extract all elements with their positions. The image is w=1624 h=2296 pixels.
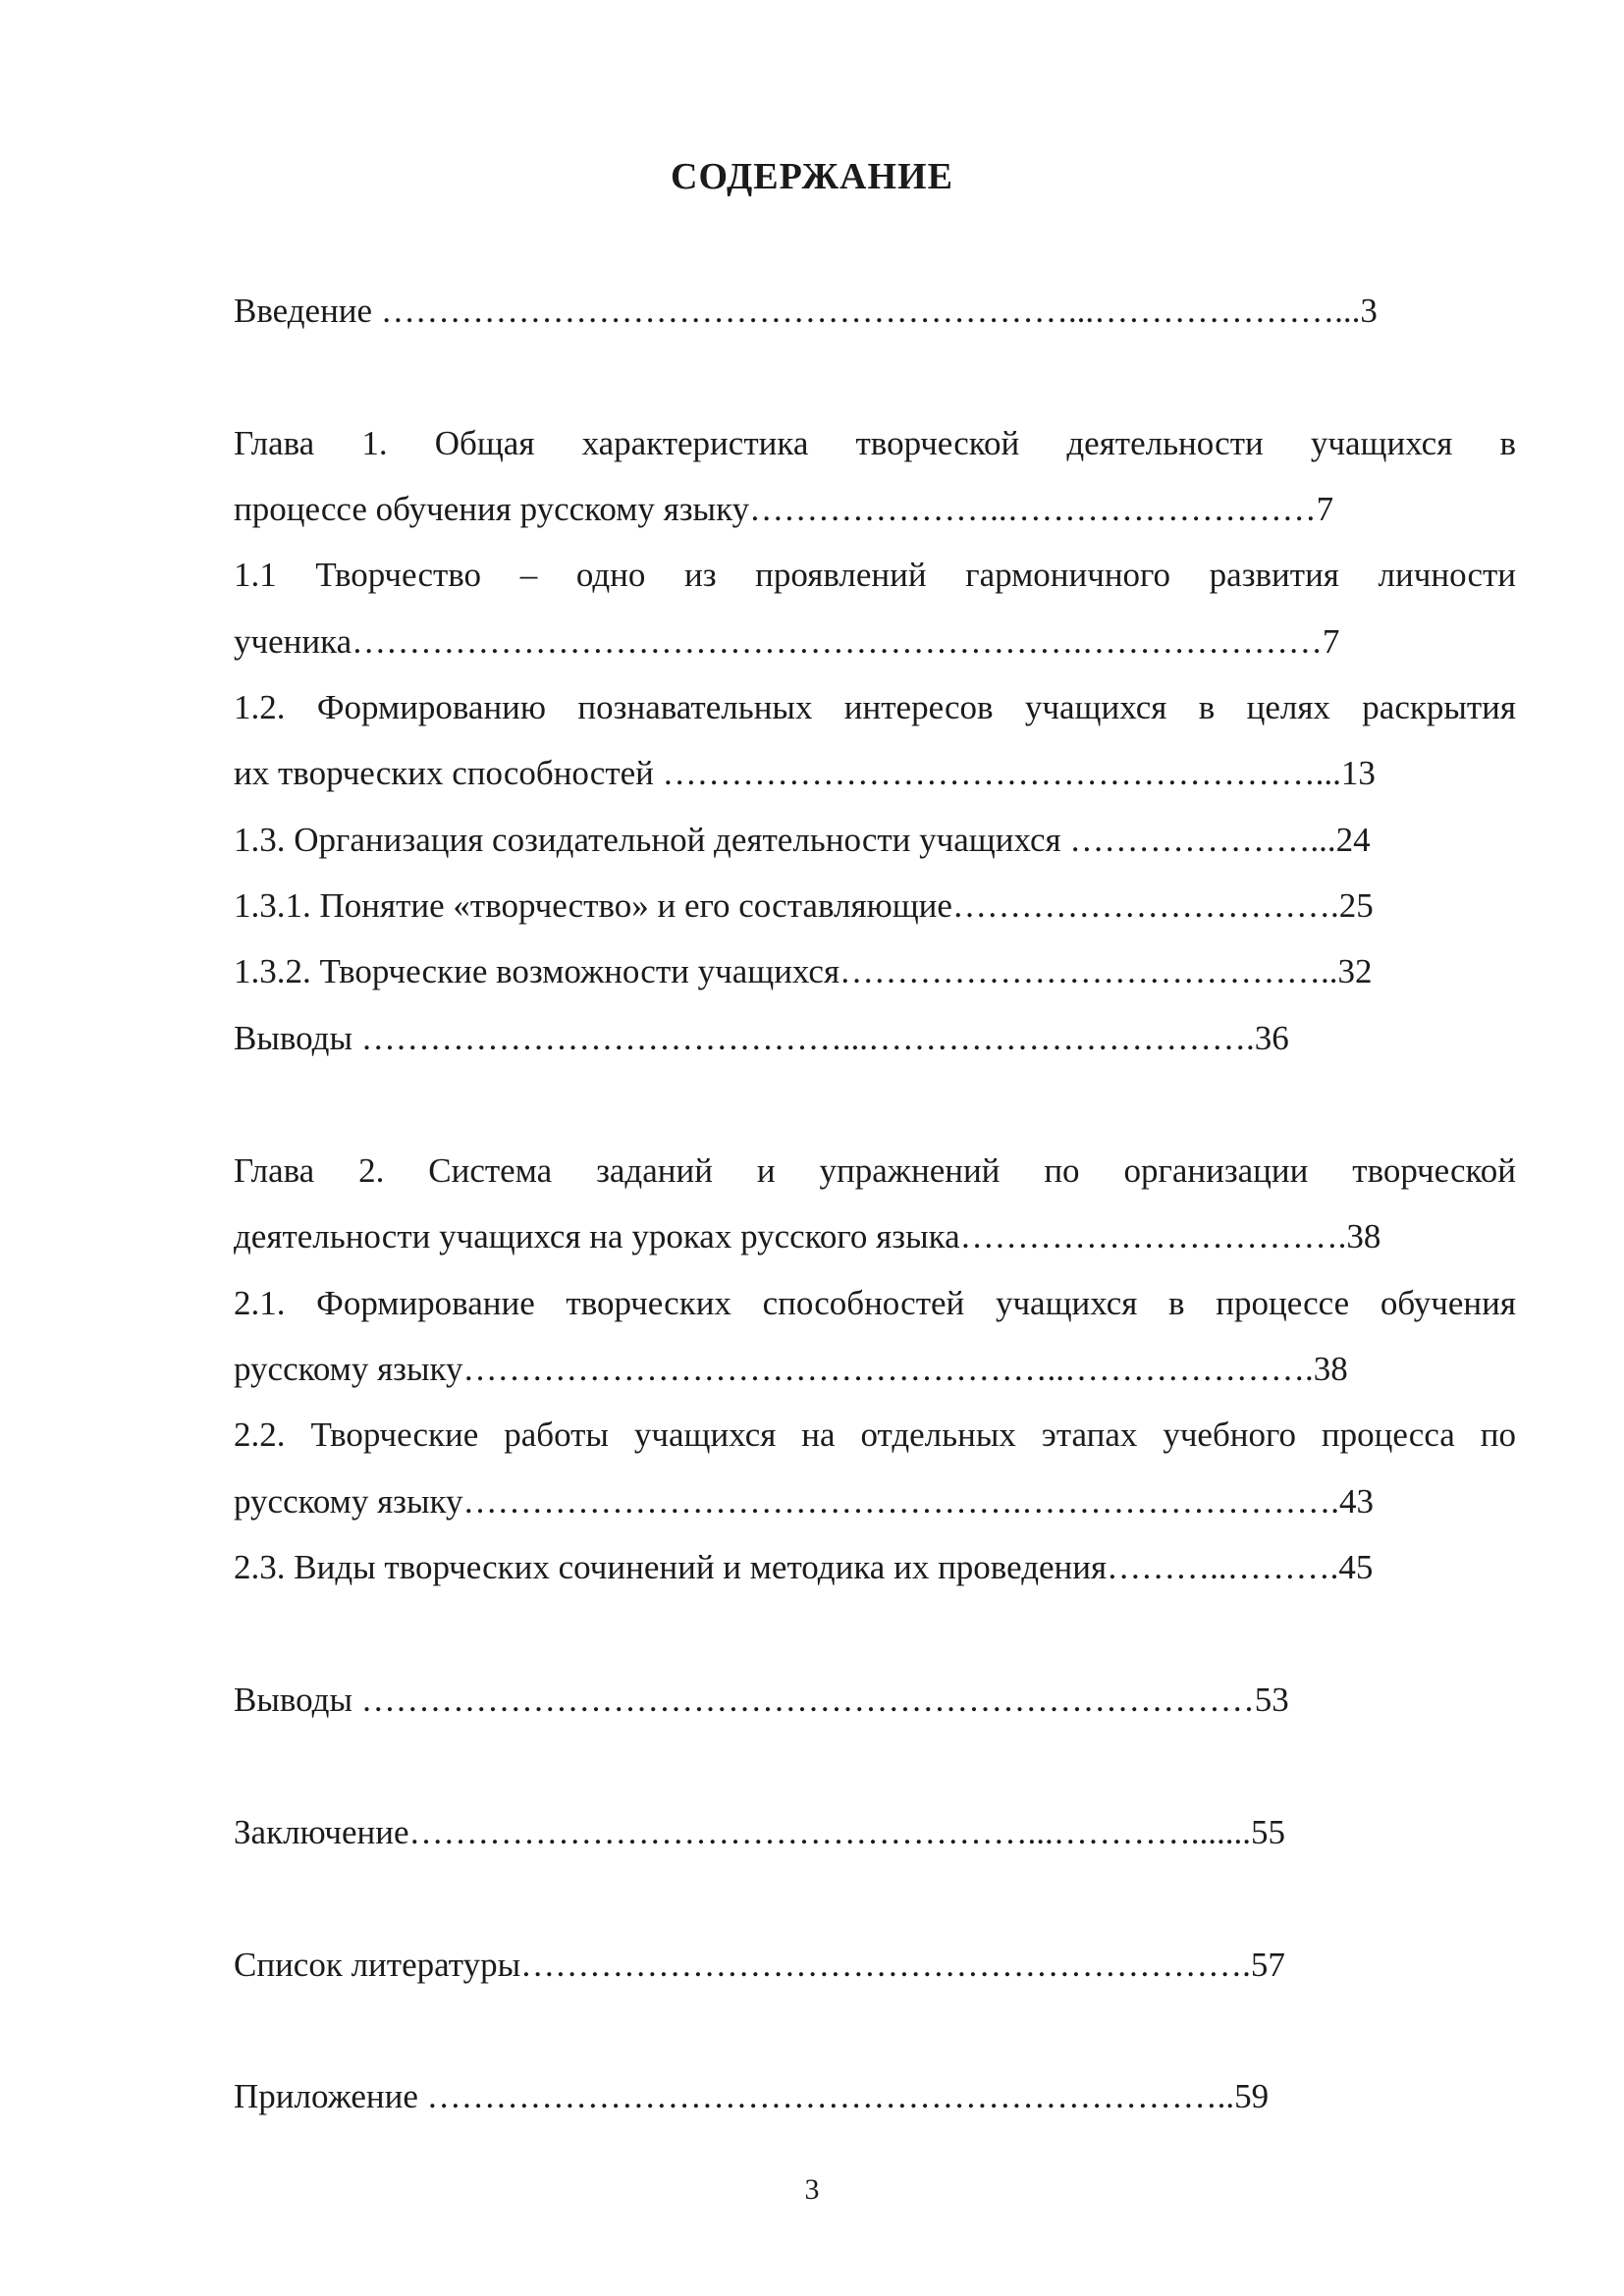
toc-entry-appendix: Приложение ……………………………………………………………..59 (234, 2077, 1270, 2115)
toc-entry-chapter-1-conclusions: Выводы ……………………………………...…………………………….36 (234, 1019, 1289, 1057)
toc-entry-chapter-1-line-2: процессе обучения русскому языку…………………..………………………7 (234, 490, 1334, 528)
page-title: СОДЕРЖАНИЕ (671, 156, 953, 197)
page-number: 3 (804, 2173, 820, 2206)
toc-entry-section-2-2-line-2: русскому языку………………………………………….……………………….43 (234, 1482, 1375, 1521)
toc-entry-section-2-2-line-1: 2.2. Творческие работы учащихся на отдельных этапах учебного процесса по (234, 1415, 1516, 1454)
toc-entry-conclusion: Заключение………………………………………………...………….......55 (234, 1813, 1285, 1851)
toc-entry-chapter-2-conclusions: Выводы ……………………………………………………………………53 (234, 1681, 1289, 1719)
toc-entry-section-1-3-1: 1.3.1. Понятие «творчество» и его составляющие…………………………….25 (234, 886, 1374, 925)
toc-entry-introduction: Введение ……………………………………………………...…………………...3 (234, 292, 1378, 330)
toc-entry-section-1-3: 1.3. Организация созидательной деятельности учащихся …………………...24 (234, 821, 1371, 859)
toc-entry-section-2-3: 2.3. Виды творческих сочинений и методика их проведения………..……….45 (234, 1548, 1374, 1586)
toc-entry-section-2-1-line-1: 2.1. Формирование творческих способностей учащихся в процессе обучения (234, 1284, 1516, 1322)
toc-entry-section-1-1-line-1: 1.1 Творчество – одно из проявлений гармоничного развития личности (234, 556, 1516, 594)
toc-entry-section-1-1-line-2: ученика……………………………………………………….…………………7 (234, 622, 1340, 661)
toc-entry-chapter-2-line-2: деятельности учащихся на уроках русского языка…………………………….38 (234, 1217, 1381, 1255)
toc-entry-references: Список литературы……………………………………………………….57 (234, 1946, 1285, 1984)
toc-entry-section-1-3-2: 1.3.2. Творческие возможности учащихся……………………………………..32 (234, 952, 1373, 990)
toc-entry-chapter-2-line-1: Глава 2. Система заданий и упражнений по организации творческой (234, 1151, 1516, 1190)
toc-entry-chapter-1-line-1: Глава 1. Общая характеристика творческой деятельности учащихся в (234, 424, 1516, 462)
toc-entry-section-1-2-line-1: 1.2. Формированию познавательных интересов учащихся в целях раскрытия (234, 688, 1516, 726)
toc-entry-section-1-2-line-2: их творческих способностей …………………………………………………...13 (234, 754, 1376, 792)
toc-entry-section-2-1-line-2: русскому языку……………………………………………..………………….38 (234, 1350, 1348, 1388)
